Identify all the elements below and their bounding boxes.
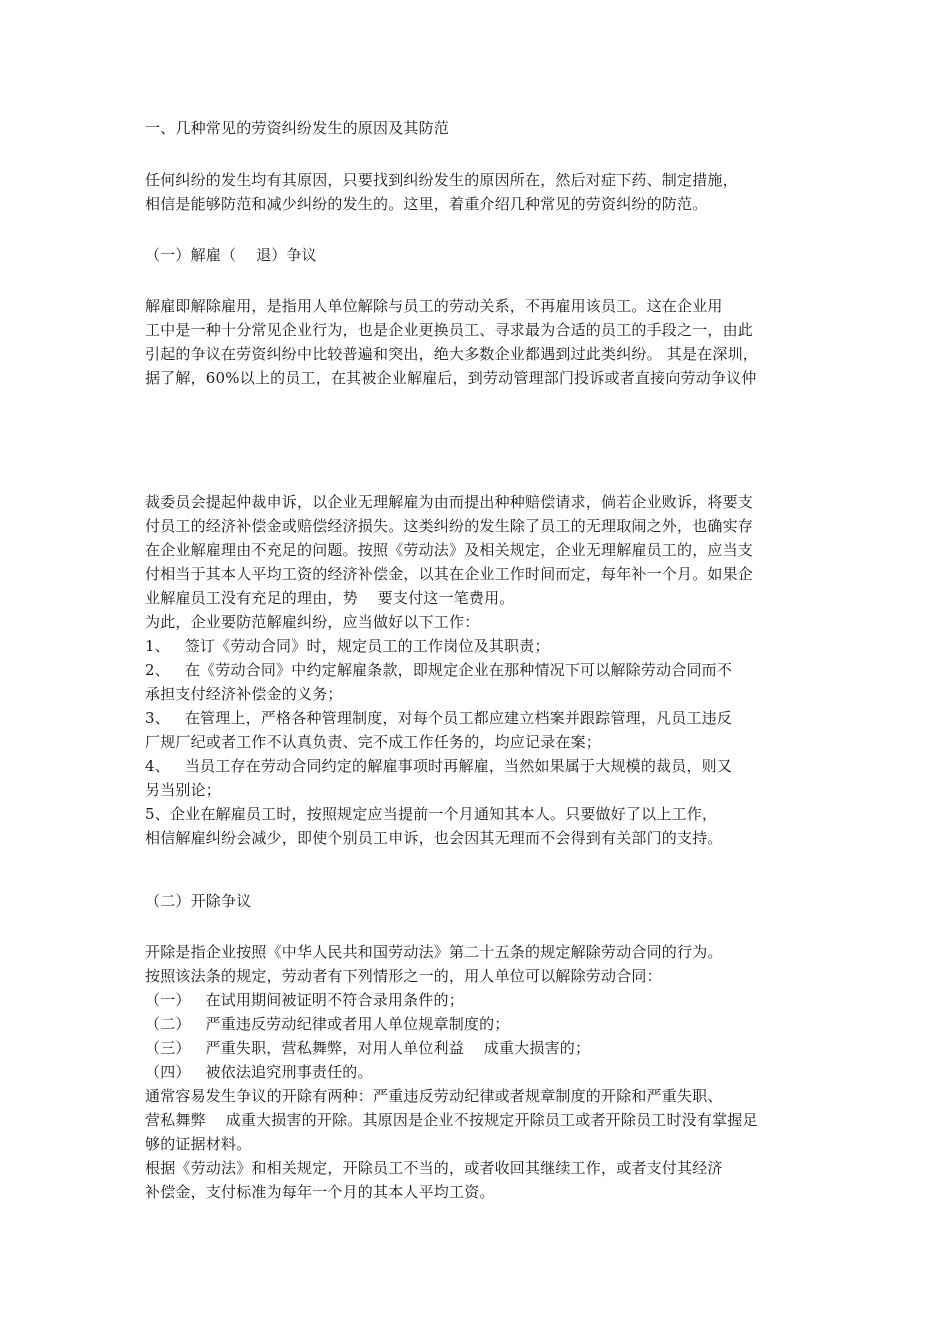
section1-heading: （一）解雇（ 退）争议: [145, 246, 317, 264]
paragraph-line: 付相当于其本人平均工资的经济补偿金，以其在企业工作时间而定，每年补一个月。如果企: [145, 565, 754, 583]
list-item: 另当别论；: [145, 781, 222, 799]
document-title: 一、几种常见的劳资纠纷发生的原因及其防范: [145, 119, 450, 137]
list-item: （一） 在试用期间被证明不符合录用条件的；: [145, 991, 464, 1009]
paragraph-line: 营私舞弊 成重大损害的开除。其原因是企业不按规定开除员工或者开除员工时没有掌握足: [145, 1111, 758, 1129]
list-item: 2、 在《劳动合同》中约定解雇条款，即规定企业在那种情况下可以解除劳动合同而不: [145, 661, 733, 679]
paragraph-line: 开除是指企业按照《中华人民共和国劳动法》第二十五条的规定解除劳动合同的行为。: [145, 943, 723, 961]
paragraph-line: 据了解，60%以上的员工，在其被企业解雇后，到劳动管理部门投诉或者直接向劳动争议仲: [145, 369, 757, 387]
section2-heading: （二）开除争议: [145, 892, 252, 910]
paragraph-line: 相信解雇纠纷会减少，即使个别员工申诉，也会因其无理而不会得到有关部门的支持。: [145, 829, 723, 847]
paragraph-line: 引起的争议在劳资纠纷中比较普遍和突出，绝大多数企业都遇到过此类纠纷。 其是在深圳，: [145, 345, 758, 363]
paragraph-line: 工中是一种十分常见企业行为，也是企业更换员工、寻求最为合适的员工的手段之一，由此: [145, 321, 754, 339]
list-item: 5、企业在解雇员工时，按照规定应当提前一个月通知其本人。只要做好了以上工作，: [145, 805, 718, 823]
list-item: 承担支付经济补偿金的义务；: [145, 685, 343, 703]
list-item: （三） 严重失职，营私舞弊，对用人单位利益 成重大损害的；: [145, 1039, 591, 1057]
list-item: 厂规厂纪或者工作不认真负责、完不成工作任务的，均应记录在案；: [145, 733, 602, 751]
intro-line: 任何纠纷的发生均有其原因，只要找到纠纷发生的原因所在，然后对症下药、制定措施，: [145, 171, 738, 189]
paragraph-line: 在企业解雇理由不充足的问题。按照《劳动法》及相关规定，企业无理解雇员工的，应当支: [145, 541, 754, 559]
intro-line: 相信是能够防范和减少纠纷的发生的。这里，着重介绍几种常见的劳资纠纷的防范。: [145, 195, 708, 213]
paragraph-line: 裁委员会提起仲裁申诉，以企业无理解雇为由而提出种种赔偿请求，倘若企业败诉，将要支: [145, 493, 754, 511]
paragraph-line: 通常容易发生争议的开除有两种：严重违反劳动纪律或者规章制度的开除和严重失职、: [145, 1087, 723, 1105]
paragraph-line: 为此，企业要防范解雇纠纷，应当做好以下工作：: [145, 613, 480, 631]
paragraph-line: 够的证据材料。: [145, 1135, 252, 1153]
paragraph-line: 补偿金，支付标准为每年一个月的其本人平均工资。: [145, 1183, 495, 1201]
list-item: 3、 在管理上，严格各种管理制度，对每个员工都应建立档案并跟踪管理，凡员工违反: [145, 709, 733, 727]
list-item: 1、 签订《劳动合同》时，规定员工的工作岗位及其职责；: [145, 637, 550, 655]
paragraph-line: 根据《劳动法》和相关规定，开除员工不当的，或者收回其继续工作，或者支付其经济: [145, 1159, 723, 1177]
paragraph-line: 业解雇员工没有充足的理由，势 要支付这一笔费用。: [145, 589, 515, 607]
list-item: 4、 当员工存在劳动合同约定的解雇事项时再解雇，当然如果属于大规模的裁员，则又: [145, 757, 733, 775]
paragraph-line: 付员工的经济补偿金或赔偿经济损失。这类纠纷的发生除了员工的无理取闹之外，也确实存: [145, 517, 754, 535]
paragraph-line: 按照该法条的规定，劳动者有下列情形之一的，用人单位可以解除劳动合同：: [145, 967, 662, 985]
list-item: （四） 被依法追究刑事责任的。: [145, 1063, 373, 1081]
paragraph-line: 解雇即解除雇用，是指用人单位解除与员工的劳动关系，不再雇用该员工。这在企业用: [145, 297, 723, 315]
list-item: （二） 严重违反劳动纪律或者用人单位规章制度的；: [145, 1015, 510, 1033]
